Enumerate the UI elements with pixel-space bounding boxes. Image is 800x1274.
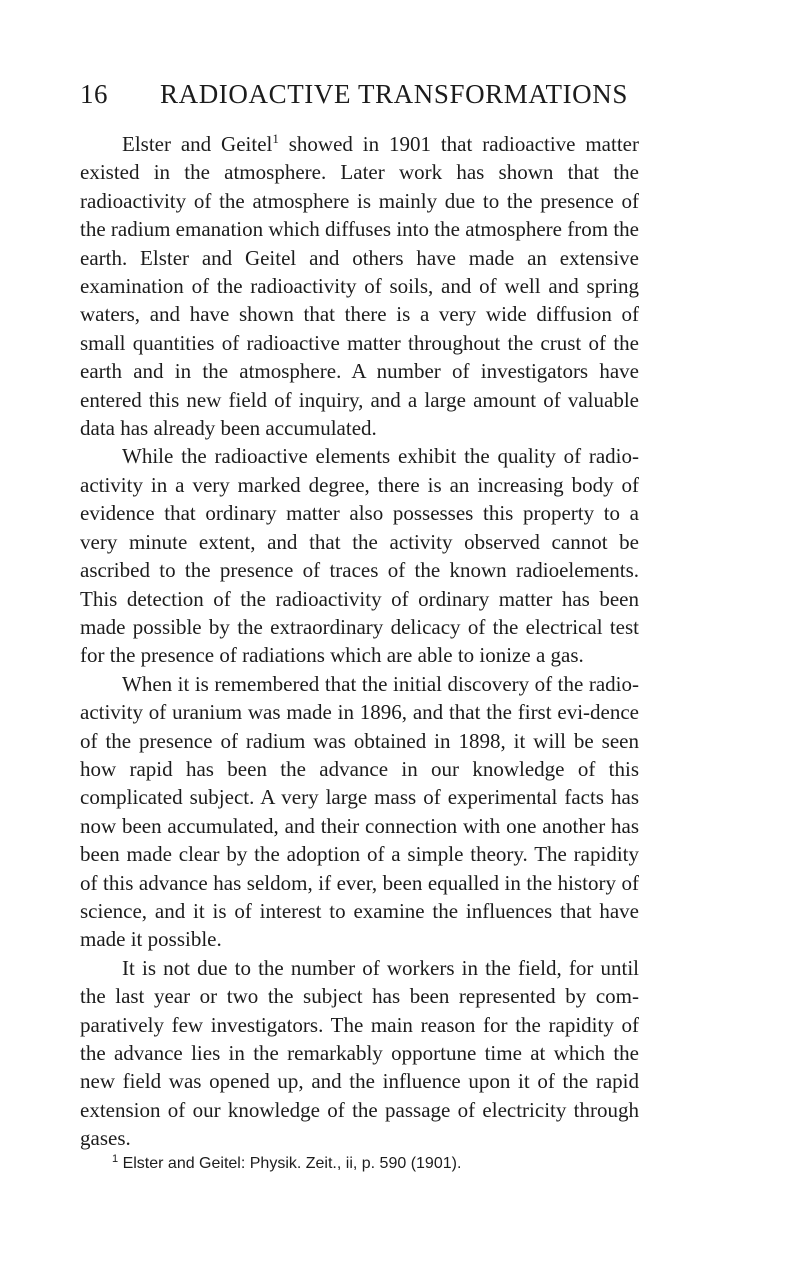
- paragraph-1-start: Elster and Geitel: [122, 132, 273, 156]
- paragraph-3: When it is remembered that the initial discovery of the radio-activity of uranium was made in 1896, and that the first evi-dence of the presence of radium was obtained in 1898, it will be seen how rapid has been the advance in our knowledge of this complicated subject. A very large mass of experimental facts has now been accumulated, and their connection with one another has been made clear by the adoption of a simple theory. The rapidity of this advance has seldom, if ever, been equalled in the history of science, and it is of interest to examine the influences that have made it possible.: [80, 671, 639, 952]
- paragraph-2: While the radioactive elements exhibit the quality of radio-activity in a very marked degree, there is an increasing body of evidence that ordinary matter also possesses this property to a very minute extent, and that the activity observed cannot be ascribed to the presence of traces of the known radioelements. This detection of the radioactivity of ordinary matter has been made possible by the extraordinary delicacy of the electrical test for the presence of radiations which are able to ionize a gas.: [80, 444, 639, 668]
- paragraph-4: It is not due to the number of workers in the field, for until the last year or two the subject has been represented by com-paratively few investigators. The main reason for the rapidity of the advance lies in the remarkably opportune time at which the new field was opened up, and the influence upon it of the rapid extension of our knowledge of the passage of electricity through gases.: [80, 955, 639, 1151]
- footnote-text: Elster and Geitel: Physik. Zeit., ii, p. 590 (1901).: [118, 1155, 462, 1172]
- paragraph-1-rest: showed in 1901 that radioactive matter existed in the atmosphere. Later work has shown that the radioactivity of the atmosphere is mainly due to the presence of the radium emanation which diffuses into the atmosphere from the earth. Elster and Geitel and others have made an extensive examination of the radioactivity of soils, and of well and spring waters, and have shown that there is a very wide diffusion of small quantities of radioactive matter throughout the crust of the earth and in the atmosphere. A number of investigators have entered this new field of inquiry, and a large amount of valuable data has already been accumulated.: [80, 132, 639, 441]
- page-number: 16: [80, 79, 108, 109]
- paragraph-1: [80, 130, 639, 442]
- running-head: [80, 76, 628, 112]
- footnote: [112, 1153, 672, 1175]
- footnote-reference: 1: [272, 131, 279, 146]
- footnote-marker: 1: [112, 1153, 119, 1165]
- running-title: RADIOACTIVE TRANSFORMATIONS: [160, 79, 628, 109]
- body-text: [80, 130, 639, 1153]
